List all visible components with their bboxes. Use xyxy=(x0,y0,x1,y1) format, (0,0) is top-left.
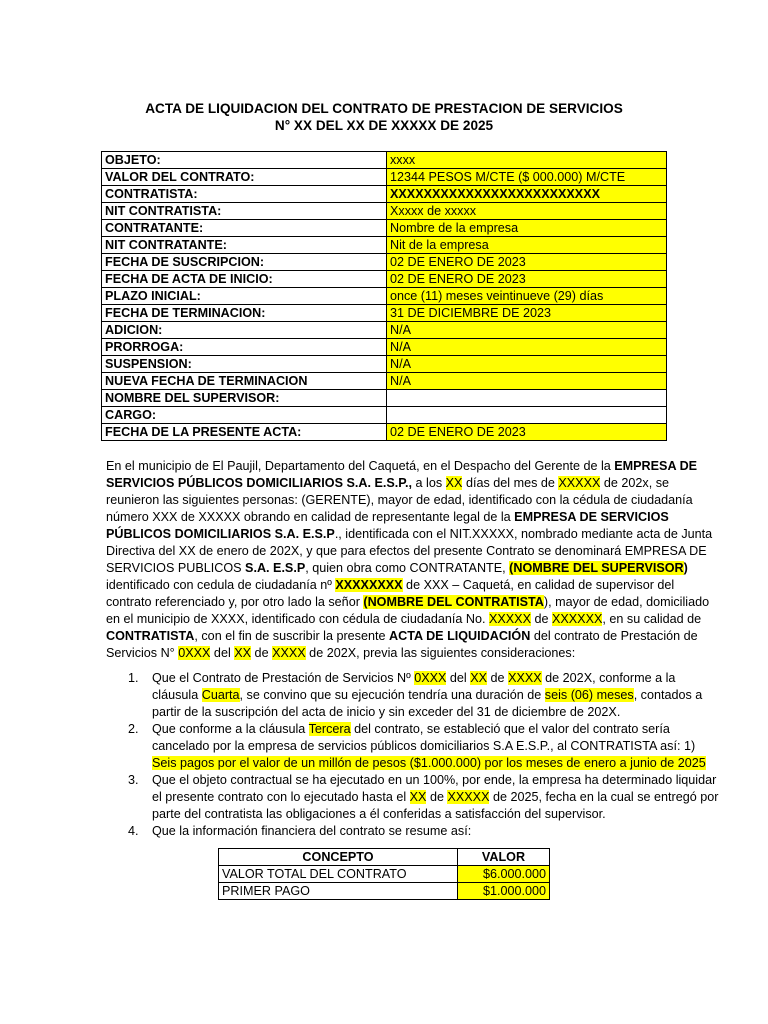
info-value: N/A xyxy=(387,322,667,339)
info-label: FECHA DE SUSCRIPCION: xyxy=(102,254,387,271)
info-value: N/A xyxy=(387,339,667,356)
finance-value: $6.000.000 xyxy=(458,866,550,883)
info-label: VALOR DEL CONTRATO: xyxy=(102,169,387,186)
info-label: OBJETO: xyxy=(102,152,387,169)
column-header-value: VALOR xyxy=(458,849,550,866)
info-value xyxy=(387,390,667,407)
info-value: Nombre de la empresa xyxy=(387,220,667,237)
consideration-item: 1. Que el Contrato de Prestación de Servicios Nº 0XXX del XX de XXXX de 202X, conforme a la cláusula Cuarta, se convino que su ejecución tendría una duración de seis (06) meses, contados a partir de la suscripción del acta de inicio y sin exceder del 31 de diciembre de 202X. xyxy=(128,671,703,719)
info-label: NUEVA FECHA DE TERMINACION xyxy=(102,373,387,390)
document-title: ACTA DE LIQUIDACION DEL CONTRATO DE PRESTACION DE SERVICIOS xyxy=(145,101,623,116)
info-label: PLAZO INICIAL: xyxy=(102,288,387,305)
info-value: xxxx xyxy=(387,152,667,169)
financial-summary-table xyxy=(218,848,550,900)
info-label: CONTRATANTE: xyxy=(102,220,387,237)
info-value xyxy=(387,407,667,424)
info-label: NOMBRE DEL SUPERVISOR: xyxy=(102,390,387,407)
info-row xyxy=(102,271,667,288)
info-row xyxy=(102,220,667,237)
info-value: XXXXXXXXXXXXXXXXXXXXXXXXX xyxy=(387,186,667,203)
info-label: CONTRATISTA: xyxy=(102,186,387,203)
info-value: Xxxxx de xxxxx xyxy=(387,203,667,220)
column-header-concept: CONCEPTO xyxy=(219,849,458,866)
info-label: NIT CONTRATANTE: xyxy=(102,237,387,254)
info-value: 02 DE ENERO DE 2023 xyxy=(387,271,667,288)
info-row xyxy=(102,407,667,424)
info-row xyxy=(102,356,667,373)
info-value: Nit de la empresa xyxy=(387,237,667,254)
info-row xyxy=(102,390,667,407)
info-label: FECHA DE TERMINACION: xyxy=(102,305,387,322)
finance-concept: VALOR TOTAL DEL CONTRATO xyxy=(219,866,458,883)
info-label: ADICION: xyxy=(102,322,387,339)
info-row xyxy=(102,322,667,339)
info-label: FECHA DE ACTA DE INICIO: xyxy=(102,271,387,288)
finance-row xyxy=(219,866,550,883)
info-value: 02 DE ENERO DE 2023 xyxy=(387,424,667,441)
info-label: CARGO: xyxy=(102,407,387,424)
info-row xyxy=(102,254,667,271)
info-row xyxy=(102,373,667,390)
finance-row xyxy=(219,883,550,900)
contract-info-table xyxy=(101,151,667,441)
info-value: 02 DE ENERO DE 2023 xyxy=(387,254,667,271)
considerations-list xyxy=(124,670,719,840)
info-row xyxy=(102,203,667,220)
info-value: N/A xyxy=(387,356,667,373)
info-row xyxy=(102,169,667,186)
info-row xyxy=(102,339,667,356)
info-row xyxy=(102,305,667,322)
info-value: N/A xyxy=(387,373,667,390)
consideration-item: 3. Que el objeto contractual se ha ejecutado en un 100%, por ende, la empresa ha determinado liquidar el presente contrato con lo ejecutado hasta el XX de XXXXX de 2025, fecha en la cual se entregó por parte del contratista las obligaciones a él conferidas a satisfacción del supervisor. xyxy=(128,773,719,821)
finance-concept: PRIMER PAGO xyxy=(219,883,458,900)
consideration-item: 4. Que la información financiera del contrato se resume así: xyxy=(128,824,472,838)
info-label: PRORROGA: xyxy=(102,339,387,356)
info-value: once (11) meses veintinueve (29) días xyxy=(387,288,667,305)
info-value: 12344 PESOS M/CTE ($ 000.000) M/CTE xyxy=(387,169,667,186)
info-label: NIT CONTRATISTA: xyxy=(102,203,387,220)
intro-paragraph: En el municipio de El Paujil, Departamento del Caquetá, en el Despacho del Gerente de la EMPRESA DE SERVICIOS PÚBLICOS DOMICILIARIOS S.A. E.S.P., a los XX días del mes de XXXXX de 202x, se reunieron las siguientes personas: (GERENTE), mayor de edad, identificado con la cédula de ciudadanía número XXX de XXXXX obrando en calidad de representante legal de la EMPRESA DE SERVICIOS PÚBLICOS DOMICILIARIOS S.A. E.S.P., identificada con el NIT.XXXXX, nombrado mediante acta de Junta Directiva del XX de enero de 202X, y que para efectos del presente Contrato se denominará EMPRESA DE SERVICIOS PUBLICOS S.A. E.S.P, quien obra como CONTRATANTE, (NOMBRE DEL SUPERVISOR) identificado con cedula de ciudadanía nº XXXXXXXX de XXX – Caquetá, en calidad de supervisor del contrato referenciado y, por otro lado la señor (NOMBRE DEL CONTRATISTA), mayor de edad, domiciliado en el municipio de XXXX, identificado con cédula de ciudadanía No. XXXXX de XXXXXX, en su calidad de CONTRATISTA, con el fin de suscribir la presente ACTA DE LIQUIDACIÓN del contrato de Prestación de Servicios N° 0XXX del XX de XXXX de 202X, previa las siguientes consideraciones: xyxy=(106,459,713,660)
info-label: SUSPENSION: xyxy=(102,356,387,373)
info-label: FECHA DE LA PRESENTE ACTA: xyxy=(102,424,387,441)
finance-value: $1.000.000 xyxy=(458,883,550,900)
info-row xyxy=(102,186,667,203)
document-subtitle: N° XX DEL XX DE XXXXX DE 2025 xyxy=(274,118,494,133)
info-row xyxy=(102,288,667,305)
info-value: 31 DE DICIEMBRE DE 2023 xyxy=(387,305,667,322)
info-row xyxy=(102,152,667,169)
info-row xyxy=(102,424,667,441)
consideration-item: 2. Que conforme a la cláusula Tercera del contrato, se estableció que el valor del contrato sería cancelado por la empresa de servicios públicos domiciliarios S.A E.S.P., al CONTRATISTA así: 1) Seis pagos por el valor de un millón de pesos ($1.000.000) por los meses de enero a junio de 2025 xyxy=(128,722,706,770)
info-row xyxy=(102,237,667,254)
